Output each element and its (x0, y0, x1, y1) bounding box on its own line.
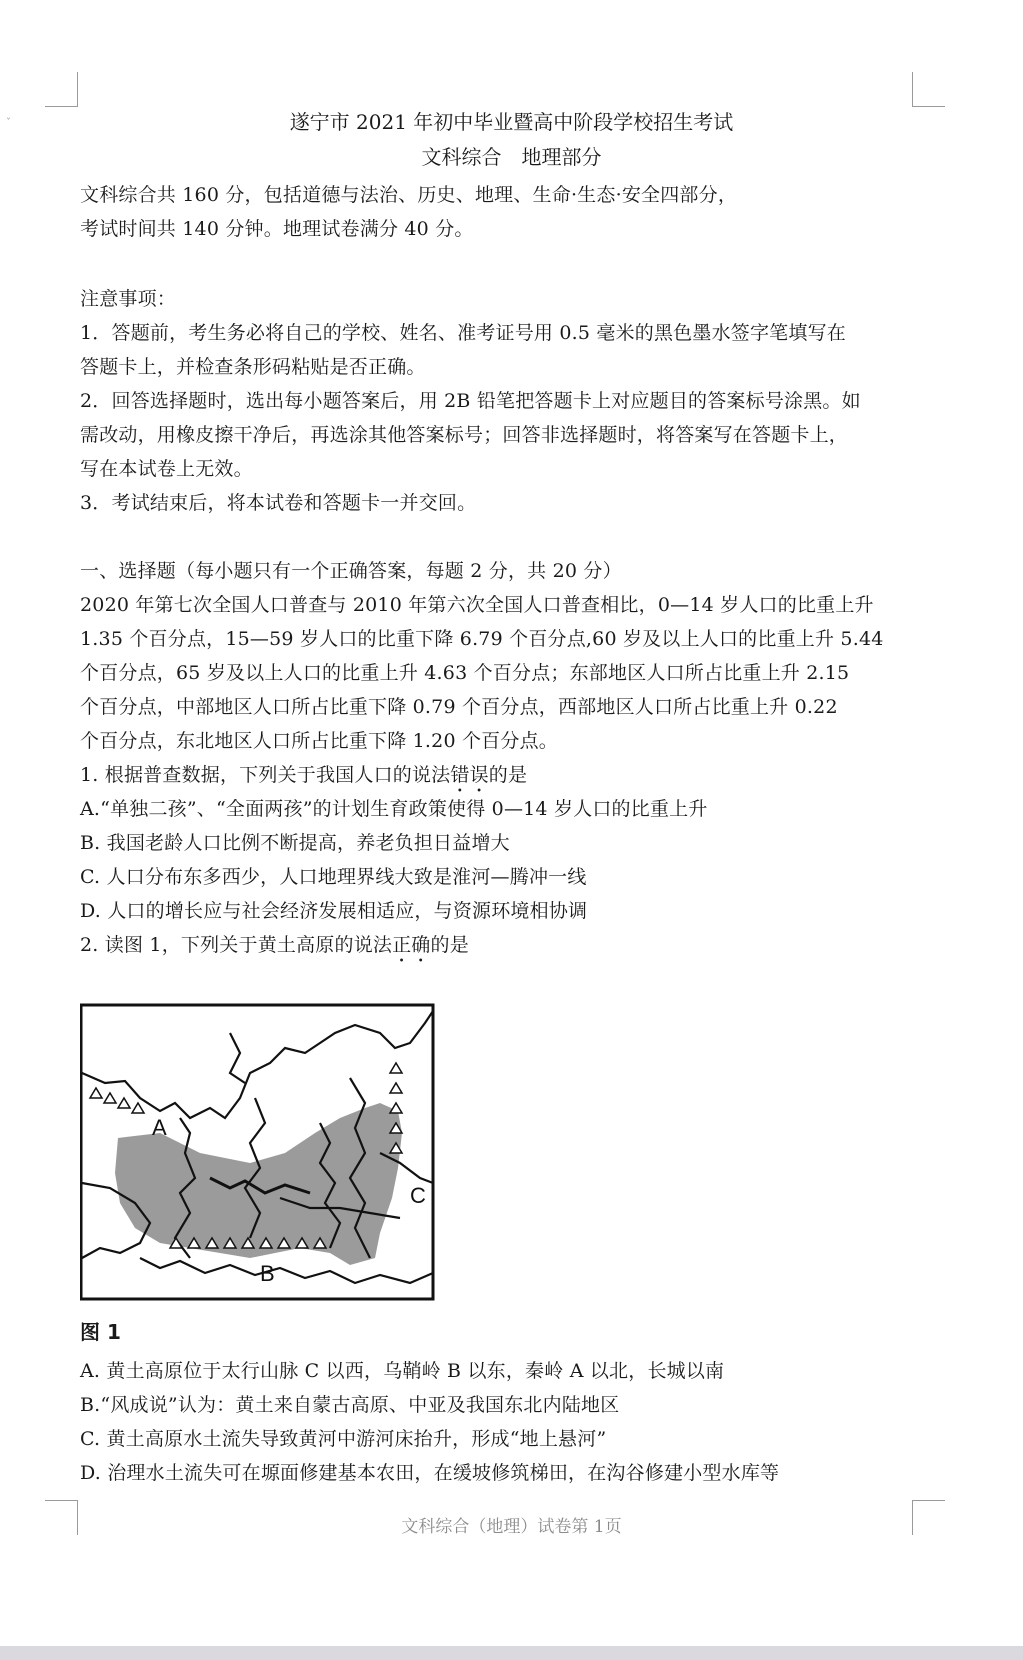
crop-mark-top-right (912, 72, 945, 107)
crop-mark-top-left (45, 72, 78, 107)
map-svg (80, 1003, 438, 1303)
question-1-option-a: A.“单独二孩”、“全面两孩”的计划生育政策使得 0—14 岁人口的比重上升 (80, 798, 708, 820)
passage-line: 1.35 个百分点，15—59 岁人口的比重下降 6.79 个百分点,60 岁及以上人口的比重上升 5.44 (80, 628, 884, 650)
map-label-b: B (260, 1261, 275, 1286)
intro-line: 文科综合共 160 分，包括道德与法治、历史、地理、生命·生态·安全四部分， (80, 184, 738, 206)
page-footer: 文科综合（地理）试卷第 1页 (401, 1517, 622, 1537)
question-1-option-d: D. 人口的增长应与社会经济发展相适应，与资源环境相协调 (80, 900, 588, 922)
question-2-option-a: A. 黄土高原位于太行山脉 C 以西，乌鞘岭 B 以东，秦岭 A 以北，长城以南 (80, 1360, 725, 1382)
margin-marker: ˇ (6, 118, 11, 129)
emphasis-word: 正确 (392, 934, 431, 956)
notice-line: 3．考试结束后，将本试卷和答题卡一并交回。 (80, 492, 477, 514)
notice-line: 需改动，用橡皮擦干净后，再选涂其他答案标号；回答非选择题时，将答案写在答题卡上， (80, 424, 849, 446)
exam-subtitle: 文科综合 地理部分 (421, 145, 602, 169)
notice-line: 1．答题前，考生务必将自己的学校、姓名、准考证号用 0.5 毫米的黑色墨水签字笔填写在 (80, 322, 846, 344)
passage-line: 个百分点，东北地区人口所占比重下降 1.20 个百分点。 (80, 730, 558, 752)
emphasis-word: 错误 (450, 764, 489, 786)
passage-line: 2020 年第七次全国人口普查与 2010 年第六次全国人口普查相比，0—14 岁人口的比重上升 (80, 594, 874, 616)
exam-title: 遂宁市 2021 年初中毕业暨高中阶段学校招生考试 (289, 110, 734, 134)
section-heading: 一、选择题（每小题只有一个正确答案，每题 2 分，共 20 分） (80, 560, 622, 582)
notice-line: 答题卡上，并检查条形码粘贴是否正确。 (80, 356, 426, 378)
notice-line: 写在本试卷上无效。 (80, 458, 253, 480)
map-label-a: A (152, 1115, 167, 1140)
question-2-option-d: D. 治理水土流失可在塬面修建基本农田，在缓坡修筑梯田，在沟谷修建小型水库等 (80, 1462, 780, 1484)
notice-heading: 注意事项： (80, 288, 177, 310)
passage-line: 个百分点，65 岁及以上人口的比重上升 4.63 个百分点；东部地区人口所占比重上升 2.15 (80, 662, 850, 684)
map-label-c: C (410, 1183, 426, 1208)
figure-caption: 图 1 (80, 1320, 121, 1344)
intro-line: 考试时间共 140 分钟。地理试卷满分 40 分。 (80, 218, 474, 240)
viewer-bottom-bar (0, 1646, 1023, 1660)
notice-line: 2．回答选择题时，选出每小题答案后，用 2B 铅笔把答题卡上对应题目的答案标号涂黑。如 (80, 390, 861, 412)
question-1-option-c: C. 人口分布东多西少，人口地理界线大致是淮河—腾冲一线 (80, 866, 587, 888)
loess-plateau-map (80, 1003, 438, 1303)
passage-line: 个百分点，中部地区人口所占比重下降 0.79 个百分点，西部地区人口所占比重上升 0.22 (80, 696, 838, 718)
question-2-option-c: C. 黄土高原水土流失导致黄河中游河床抬升，形成“地上悬河” (80, 1428, 607, 1450)
question-2-option-b: B.“风成说”认为：黄土来自蒙古高原、中亚及我国东北内陆地区 (80, 1394, 620, 1416)
question-1-stem: 1. 根据普查数据，下列关于我国人口的说法错误的是 (80, 764, 528, 786)
question-2-stem: 2. 读图 1，下列关于黄土高原的说法正确的是 (80, 934, 469, 956)
question-1-option-b: B. 我国老龄人口比例不断提高，养老负担日益增大 (80, 832, 510, 854)
